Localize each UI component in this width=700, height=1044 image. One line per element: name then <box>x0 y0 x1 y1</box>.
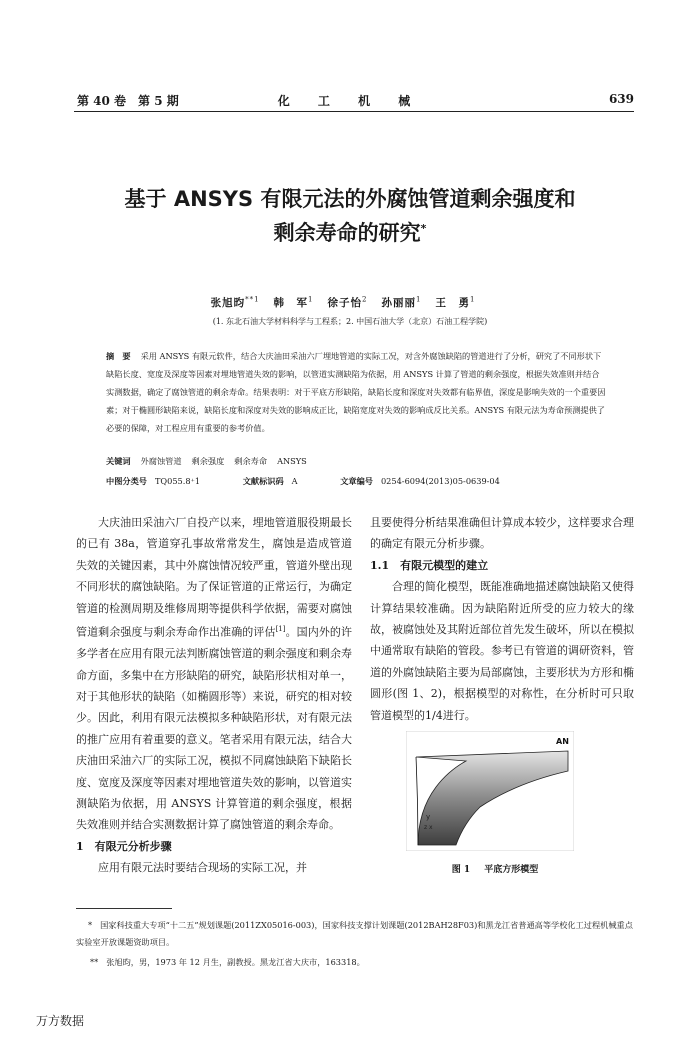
ansys-logo: AN <box>556 737 569 746</box>
author <box>328 297 368 309</box>
keyword: 剩余强度 <box>191 456 225 466</box>
paper-title-line1: 基于 ANSYS 有限元法的外腐蚀管道剩余强度和 <box>124 187 576 211</box>
journal-name: 化 工 机 械 <box>277 94 423 108</box>
author-affil-mark: 1 <box>469 295 476 304</box>
author <box>435 297 475 309</box>
journal-volume-issue: 第 40 卷 第 5 期 <box>77 94 179 108</box>
keywords-label: 关键词 <box>106 456 131 466</box>
section-heading-1-1: 1.1 有限元模型的建立 <box>370 558 489 572</box>
flat-bottom-square-model-render <box>406 731 574 851</box>
intro-paragraph <box>76 512 352 836</box>
footnote-author <box>90 957 630 968</box>
page-number: 639 <box>608 92 634 106</box>
figure-1-image <box>406 731 574 851</box>
right-column <box>370 512 634 726</box>
author <box>274 297 314 309</box>
affiliations: (1. 东北石油大学材料科学与工程系；2. 中国石油大学（北京）石油工程学院) <box>212 317 488 326</box>
axis-y-label: y <box>426 813 431 821</box>
abstract-text: 采用 ANSYS 有限元软件，结合大庆油田采油六厂埋地管道的实际工况，对含外腐蚀缺陷的管道进行了分析，研究了不同形状下缺陷长度、宽度及深度等因素对埋地管道失效的影响，以管道实测缺陷为依据，用 ANSYS 计算了管道的剩余强度，根据失效准则并结合实测数据，确定了腐蚀管道的剩余寿命。结果表明：对于平底方形缺陷，缺陷长度和深度对失效都有临界值，深度是影响失效的一个重要因素；对于椭圆形缺陷来说，缺陷长度和深度对失效的影响成正比，缺陷宽度对失效的影响成反比关系。ANSYS 有限元法为寿命预测提供了必要的保障，对工程应用有重要的参考价值。 <box>106 351 606 433</box>
abstract-label: 摘 要 <box>106 351 131 361</box>
section1-paragraph: 应用有限元法时要结合现场的实际工况，并 <box>98 861 307 875</box>
footnote-author-mark: ** <box>90 957 99 967</box>
author-name: 张旭昀 <box>210 297 246 309</box>
intro-text-b: 。国内外的许多学者在应用有限元法判断腐蚀管道的剩余强度和剩余寿命方面，多集中在方形缺陷的研究，缺陷形状相对单一，对于其他形状的缺陷（如椭圆形等）来说，研究的相对较少。因此，利用有限元法模拟多种缺陷形状，对有限元法的推广应用有着重要的意义。笔者采用有限元法，结合大庆油田采油六厂的实际工况，模拟不同腐蚀缺陷下缺陷长度、宽度及深度等因素对埋地管道失效的影响，以管道实测缺陷为依据，用 ANSYS 计算管道的剩余强度，根据失效准则并结合实测数据计算了腐蚀管道的剩余寿命。 <box>76 625 353 832</box>
author-affil-mark: 2 <box>362 295 368 304</box>
keyword: ANSYS <box>277 456 307 466</box>
figure-1-title: 平底方形模型 <box>484 865 539 875</box>
author <box>381 297 421 309</box>
paper-title-line2-text: 剩余寿命的研究 <box>273 221 421 245</box>
clc-value: TQ055.8⁺1 <box>154 476 201 486</box>
author-name: 孙丽丽 <box>381 297 416 309</box>
left-column <box>76 512 352 879</box>
author-list <box>0 295 700 310</box>
author-affil-mark: 1 <box>415 295 422 304</box>
author <box>211 297 260 309</box>
footnote-rule <box>76 908 172 909</box>
reference-1[interactable]: [1] <box>275 625 286 634</box>
figure-1-caption <box>370 862 634 875</box>
model-paragraph: 合理的简化模型，既能准确地描述腐蚀缺陷又使得计算结果较准确。因为缺陷附近所受的应力较大的缘故，被腐蚀处及其附近部位首先发生破坏，所以在模拟中通常取有缺陷的管段。参考已有管道的调研资料，管道的外腐蚀缺陷主要为局部腐蚀，主要形状为方形和椭圆形(图 1、2)，根据模型的对称性，在分析时可只取管道模型的1/4进行。 <box>370 580 634 722</box>
author-affil-mark: **1 <box>245 295 260 304</box>
article-no-value: 0254-6094(2013)05-0639-04 <box>380 476 500 486</box>
intro-text-a: 大庆油田采油六厂自投产以来，埋地管道服役期最长的已有 38a，管道穿孔事故常常发生，腐蚀是造成管道失效的关键因素，其中外腐蚀情况较严重，管道外壁出现不同形状的腐蚀缺陷。为了保证管道的正常运行，为确定管道的检测周期及维修周期等提供科学依据，需要对腐蚀管道剩余强度与剩余寿命作出准确的评估 <box>76 516 352 639</box>
title-footnote-mark: * <box>420 222 427 235</box>
author-name: 王 勇 <box>435 297 470 309</box>
figure-1-number: 图 1 <box>451 865 471 875</box>
author-name: 徐子怡 <box>327 297 363 309</box>
abstract <box>106 347 606 437</box>
author-affil-mark: 1 <box>308 295 314 304</box>
article-no-label: 文章编号 <box>340 476 373 486</box>
author-name: 韩 军 <box>273 297 309 309</box>
axis-zx-label: z x <box>424 824 433 831</box>
continued-paragraph: 且要使得分析结果准确但计算成本较少，这样要求合理的确定有限元分析步骤。 <box>370 516 634 551</box>
keyword: 外腐蚀管道 <box>140 456 182 466</box>
paper-title-line2 <box>0 217 700 247</box>
classification-line <box>106 476 626 487</box>
footnote-author-text: 张旭昀，男，1973 年 12 月生，副教授。黑龙江省大庆市，163318。 <box>106 957 365 967</box>
doc-code-label: 文献标识码 <box>242 476 284 486</box>
footnote-funding-mark: * <box>88 920 93 930</box>
footnote-funding <box>76 917 636 951</box>
keywords <box>106 456 606 467</box>
source-watermark: 万方数据 <box>36 1014 85 1028</box>
footnote-funding-text: 国家科技重大专项“十二五”规划课题(2011ZX05016-003)，国家科技支撑计划课题(2012BAH28F03)和黑龙江省普通高等学校化工过程机械重点实验室开放课题资助项目。 <box>76 920 633 947</box>
keyword: 剩余寿命 <box>234 456 268 466</box>
header-rule <box>74 111 634 112</box>
clc-label: 中图分类号 <box>106 476 147 486</box>
doc-code-value: A <box>291 476 298 486</box>
section-heading-1: 1 有限元分析步骤 <box>76 839 172 853</box>
